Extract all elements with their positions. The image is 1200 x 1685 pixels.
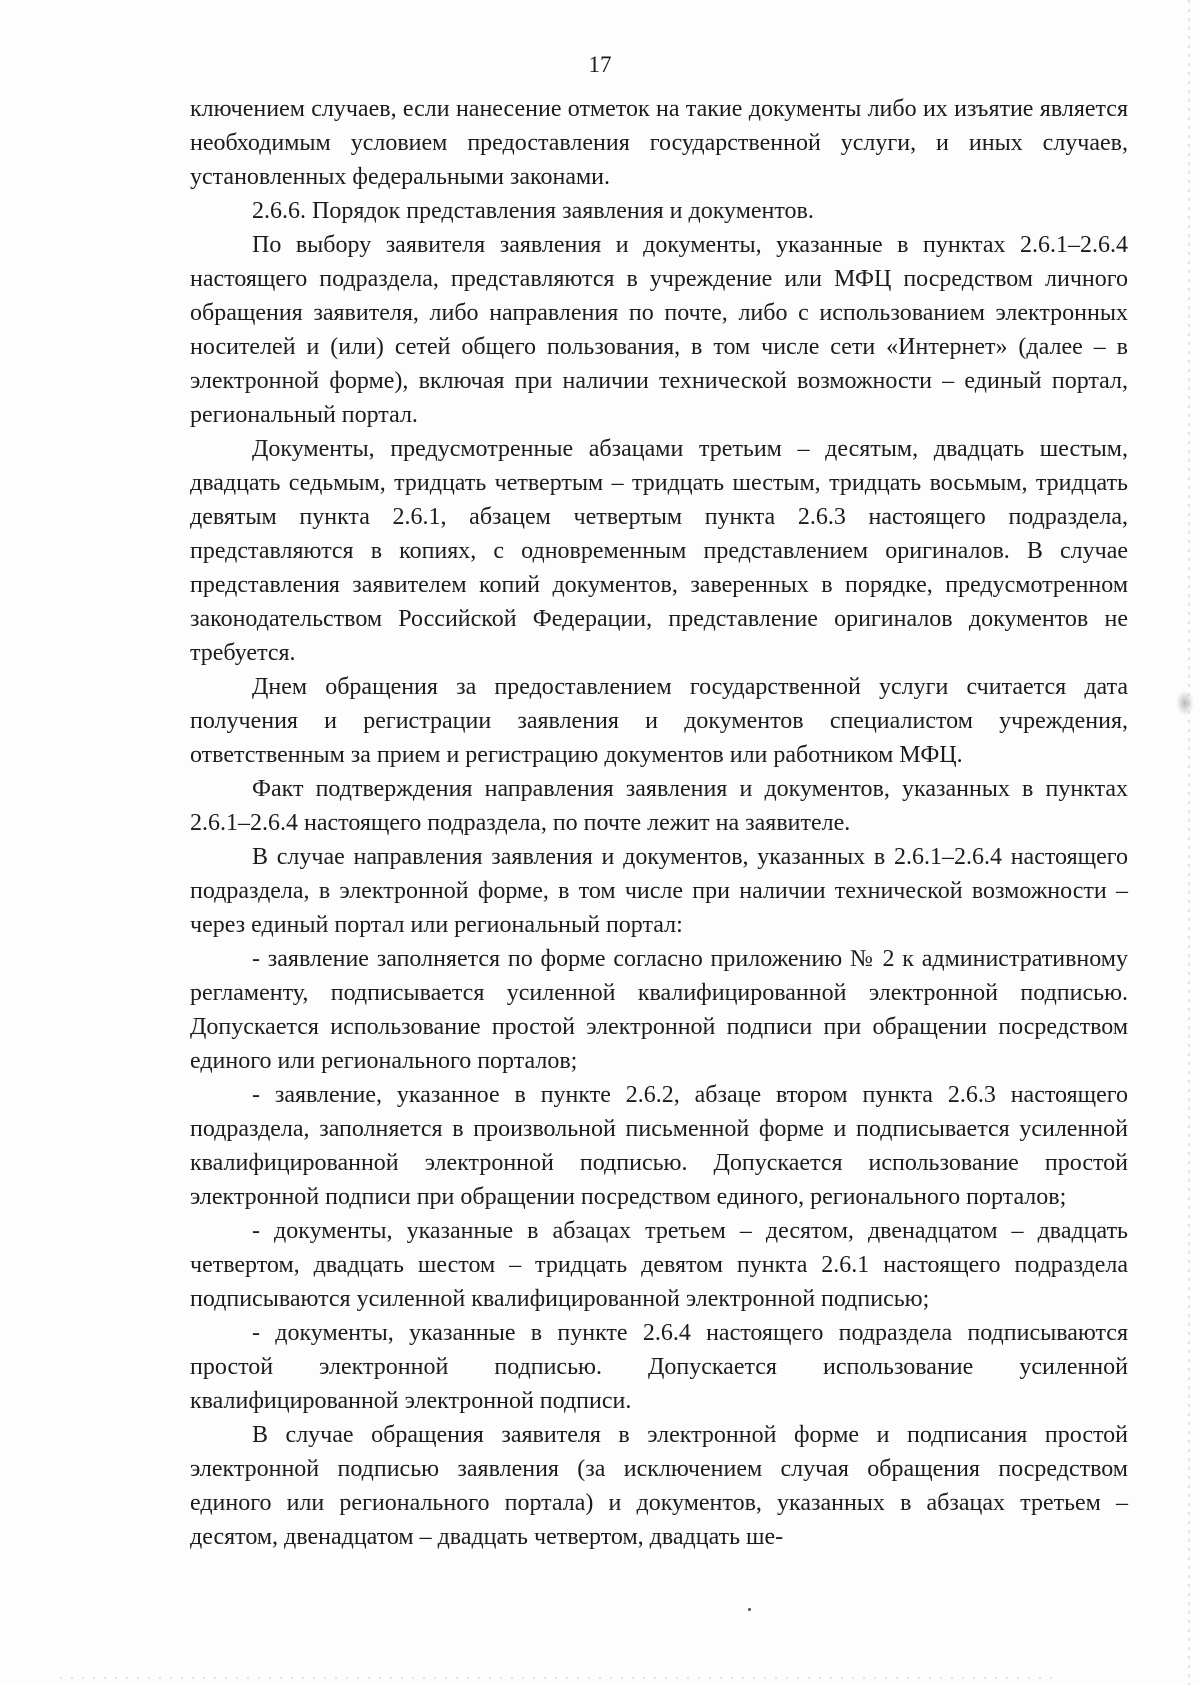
paragraph: В случае обращения заявителя в электронной форме и подписания простой электронной подписью заявления (за исключением случая обращения посредством единого или регионального портала) и документов, указанных в абзацах третьем – десятом, двенадцатом – двадцать четвертом, двадцать ше- — [190, 1422, 1128, 1550]
list-item: - заявление, указанное в пункте 2.6.2, абзаце втором пункта 2.6.3 настоящего подраздела, заполняется в произвольной письменной форме и подписывается усиленной квалифицированной электронной подписью. Допускается использование простой электронной подписи при обращении посредством единого, регионального порталов; — [190, 1082, 1128, 1210]
list-item: - документы, указанные в пункте 2.6.4 настоящего подраздела подписываются простой электронной подписью. Допускается использование усиленной квалифицированной электронной подписи. — [190, 1320, 1128, 1414]
scan-bottom-artifact — [60, 1677, 1060, 1679]
paragraph-section-heading: 2.6.6. Порядок представления заявления и документов. — [252, 198, 814, 224]
scan-smudge-artifact — [1176, 690, 1194, 716]
paragraph: В случае направления заявления и документов, указанных в 2.6.1–2.6.4 настоящего подраздела, в электронной форме, в том числе при наличии технической возможности – через единый портал или региональный портал: — [190, 844, 1128, 938]
paragraph-continuation: ключением случаев, если нанесение отметок на такие документы либо их изъятие является необходимым условием предоставления государственной услуги, и иных случаев, установленных федеральными законами. — [190, 96, 1128, 190]
list-item: - заявление заполняется по форме согласно приложению № 2 к административному регламенту, подписывается усиленной квалифицированной электронной подписью. Допускается использование простой электронной подписи при обращении посредством единого или регионального порталов; — [190, 946, 1128, 1074]
scan-edge-artifact — [1188, 0, 1190, 1685]
list-item: - документы, указанные в абзацах третьем – десятом, двенадцатом – двадцать четвертом, двадцать шестом – тридцать девятом пункта 2.6.1 настоящего подраздела подписываются усиленной квалифицированной электронной подписью; — [190, 1218, 1128, 1312]
paragraph: По выбору заявителя заявления и документы, указанные в пунктах 2.6.1–2.6.4 настоящего подраздела, представляются в учреждение или МФЦ посредством личного обращения заявителя, либо направления по почте, либо с использованием электронных носителей и (или) сетей общего пользования, в том числе сети «Интернет» (далее – в электронной форме), включая при наличии технической возможности – единый портал, региональный портал. — [190, 232, 1128, 428]
paragraph: Факт подтверждения направления заявления и документов, указанных в пунктах 2.6.1–2.6.4 настоящего подраздела, по почте лежит на заявителе. — [190, 776, 1128, 836]
ink-dot — [748, 1608, 751, 1611]
paragraph: Днем обращения за предоставлением государственной услуги считается дата получения и регистрации заявления и документов специалистом учреждения, ответственным за прием и регистрацию документов или работником МФЦ. — [190, 674, 1128, 768]
document-body — [190, 92, 1128, 1554]
paragraph: Документы, предусмотренные абзацами третьим – десятым, двадцать шестым, двадцать седьмым, тридцать четвертым – тридцать шестым, тридцать восьмым, тридцать девятым пункта 2.6.1, абзацем четвертым пункта 2.6.3 настоящего подраздела, представляются в копиях, с одновременным представлением оригиналов. В случае представления заявителем копий документов, заверенных в порядке, предусмотренном законодательством Российской Федерации, представление оригиналов документов не требуется. — [190, 436, 1128, 666]
page-number: 17 — [588, 52, 612, 77]
